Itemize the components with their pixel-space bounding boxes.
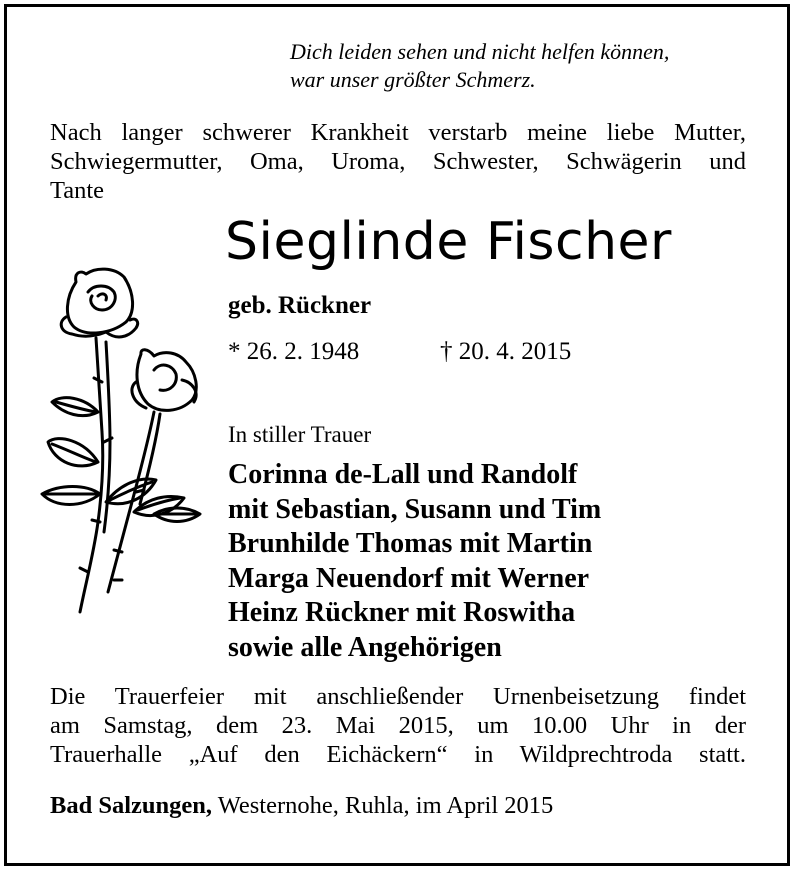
intro-line-3: Tante	[50, 177, 105, 204]
quote-line-2: war unser größter Schmerz.	[290, 67, 536, 92]
place-city: Bad Salzungen,	[50, 792, 213, 819]
mourners-list	[228, 458, 601, 665]
funeral-line-1: Die Trauerfeier mit anschließender Urnenbeisetzung findet	[50, 683, 746, 710]
quote-line-1: Dich leiden sehen und nicht helfen können,	[290, 39, 670, 64]
birth-date: * 26. 2. 1948	[228, 338, 360, 365]
mourner-line: Corinna de-Lall und Randolf	[228, 459, 578, 490]
deceased-name: Sieglinde Fischer	[225, 212, 672, 272]
intro-line-1: Nach langer schwerer Krankheit verstarb meine liebe Mutter,	[50, 119, 746, 146]
intro-line-2: Schwiegermutter, Oma, Uroma, Schwester, Schwägerin und	[50, 148, 746, 175]
funeral-info	[50, 682, 746, 769]
mourner-line: Heinz Rückner mit Roswitha	[228, 597, 576, 628]
death-date: † 20. 4. 2015	[440, 338, 572, 365]
mourner-line: Marga Neuendorf mit Werner	[228, 562, 590, 594]
mourner-line: mit Sebastian, Susann und Tim	[228, 493, 602, 525]
place-rest: Westernohe, Ruhla, im April 2015	[217, 792, 554, 819]
intro-text	[50, 118, 746, 205]
place-and-date	[50, 792, 553, 820]
maiden-name: geb. Rückner	[228, 292, 372, 319]
funeral-line-2: am Samstag, dem 23. Mai 2015, um 10.00 Uhr in der	[50, 712, 746, 739]
funeral-line-3: Trauerhalle „Auf den Eichäckern“ in Wildprechtroda statt.	[50, 741, 746, 768]
mourning-label: In stiller Trauer	[228, 422, 372, 447]
mourner-line: Brunhilde Thomas mit Martin	[228, 528, 593, 559]
mourner-line: sowie alle Angehörigen	[228, 631, 502, 663]
quote	[290, 38, 669, 94]
rose-drawing-icon	[36, 262, 206, 632]
